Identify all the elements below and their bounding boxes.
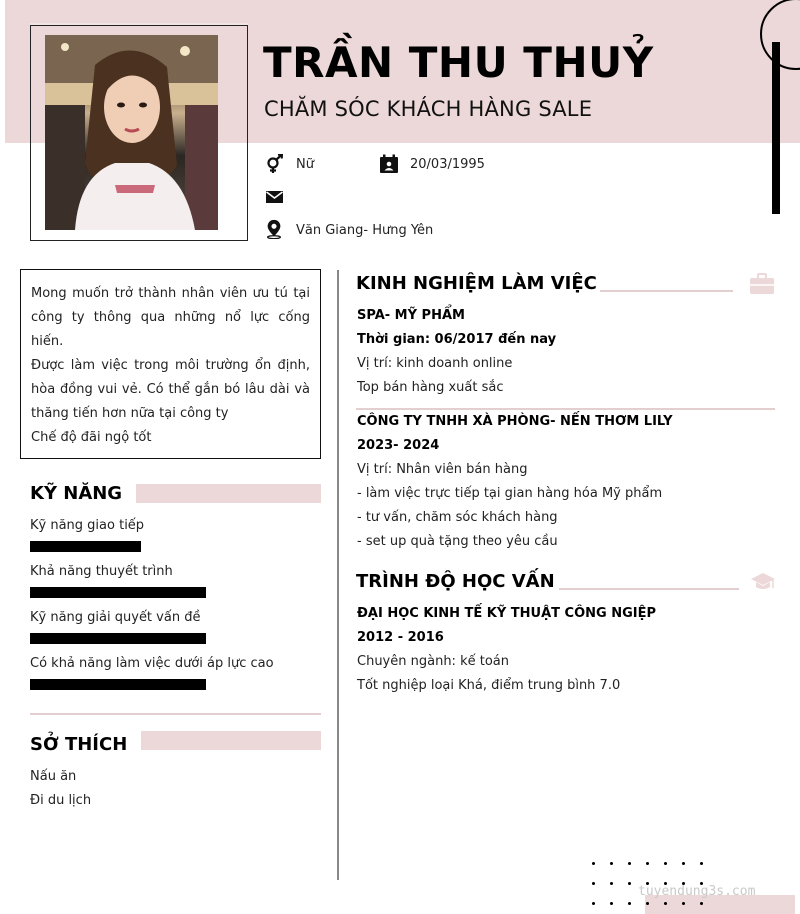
job-detail: - làm việc trực tiếp tại gian hàng hóa Mỹ phẩm	[357, 486, 663, 501]
decorative-dot	[664, 902, 667, 905]
decorative-dot	[610, 862, 613, 865]
email-icon	[265, 187, 285, 207]
job-company: SPA- MỸ PHẨM	[357, 308, 465, 323]
decorative-dot	[646, 902, 649, 905]
experience-title: KINH NGHIỆM LÀM VIỆC	[356, 273, 597, 294]
gender-text: Nữ	[296, 157, 314, 172]
decorative-dot	[610, 882, 613, 885]
decorative-dot	[628, 882, 631, 885]
education-result: Tốt nghiệp loại Khá, điểm trung bình 7.0	[357, 678, 621, 693]
decorative-dot	[628, 862, 631, 865]
career-objective	[20, 269, 321, 459]
birth-date-text: 20/03/1995	[410, 157, 485, 172]
skill-label: Kỹ năng giải quyết vấn đề	[30, 610, 201, 625]
job-detail: - tư vấn, chăm sóc khách hàng	[357, 510, 558, 525]
hobby-item: Đi du lịch	[30, 793, 92, 808]
address-text: Văn Giang- Hưng Yên	[296, 223, 434, 238]
skill-level-bar	[30, 587, 206, 598]
skills-title: KỸ NĂNG	[30, 483, 123, 504]
gender-icon	[265, 154, 285, 174]
job-detail: Vị trí: Nhân viên bán hàng	[357, 462, 528, 477]
job-detail: Vị trí: kinh doanh online	[357, 356, 513, 371]
job-divider	[356, 408, 775, 410]
decorative-dot	[646, 862, 649, 865]
job-period: Thời gian: 06/2017 đến nay	[357, 332, 557, 347]
briefcase-icon	[749, 273, 775, 295]
education-title-line	[559, 588, 739, 590]
school-name: ĐẠI HỌC KINH TẾ KỸ THUẬT CÔNG NGIỆP	[357, 606, 657, 621]
objective-line: Được làm việc trong môi trường ổn định, hòa đồng vui vẻ. Có thể gắn bó lâu dài và thăng tiến hơn nữa tại công ty	[31, 358, 310, 421]
decorative-dot	[610, 902, 613, 905]
experience-title-line	[600, 290, 733, 292]
profile-photo	[45, 35, 218, 230]
job-title: CHĂM SÓC KHÁCH HÀNG SALE	[264, 97, 593, 121]
decorative-dot	[682, 862, 685, 865]
education-major: Chuyên ngành: kế toán	[357, 654, 509, 669]
section-divider	[30, 713, 321, 715]
job-company: CÔNG TY TNHH XÀ PHÒNG- NẾN THƠM LILY	[357, 414, 673, 429]
job-detail: - set up quà tặng theo yêu cầu	[357, 534, 558, 549]
job-period: 2023- 2024	[357, 438, 440, 453]
graduation-cap-icon	[750, 572, 776, 592]
skill-level-bar	[30, 633, 206, 644]
objective-line: Chế độ đãi ngộ tốt	[31, 430, 152, 445]
hobbies-title: SỞ THÍCH	[30, 734, 128, 755]
decorative-dot	[592, 882, 595, 885]
decorative-dot	[592, 902, 595, 905]
education-period: 2012 - 2016	[357, 630, 444, 645]
watermark-text: tuyendung3s.com	[638, 884, 756, 899]
skill-label: Kỹ năng giao tiếp	[30, 518, 145, 533]
column-divider	[337, 270, 339, 880]
decorative-dot	[682, 902, 685, 905]
skill-label: Khả năng thuyết trình	[30, 564, 173, 579]
education-title: TRÌNH ĐỘ HỌC VẤN	[356, 571, 555, 592]
job-detail: Top bán hàng xuất sắc	[357, 380, 504, 395]
hobbies-title-bar	[141, 731, 321, 750]
skill-level-bar	[30, 541, 141, 552]
calendar-icon	[379, 154, 399, 174]
decorative-dot	[664, 862, 667, 865]
decorative-dot	[592, 862, 595, 865]
hobby-item: Nấu ăn	[30, 769, 77, 784]
decorative-bar	[772, 42, 780, 214]
skill-label: Có khả năng làm việc dưới áp lực cao	[30, 656, 274, 671]
decorative-dot	[700, 862, 703, 865]
objective-line: Mong muốn trở thành nhân viên ưu tú tại công ty thông qua những nổ lực cống hiến.	[31, 286, 310, 349]
candidate-name: TRẦN THU THUỶ	[263, 38, 654, 87]
skills-title-bar	[136, 484, 321, 503]
decorative-dot	[700, 902, 703, 905]
decorative-dot	[628, 902, 631, 905]
photo-frame-highlight	[30, 23, 248, 25]
skill-level-bar	[30, 679, 206, 690]
location-pin-icon	[264, 219, 284, 239]
